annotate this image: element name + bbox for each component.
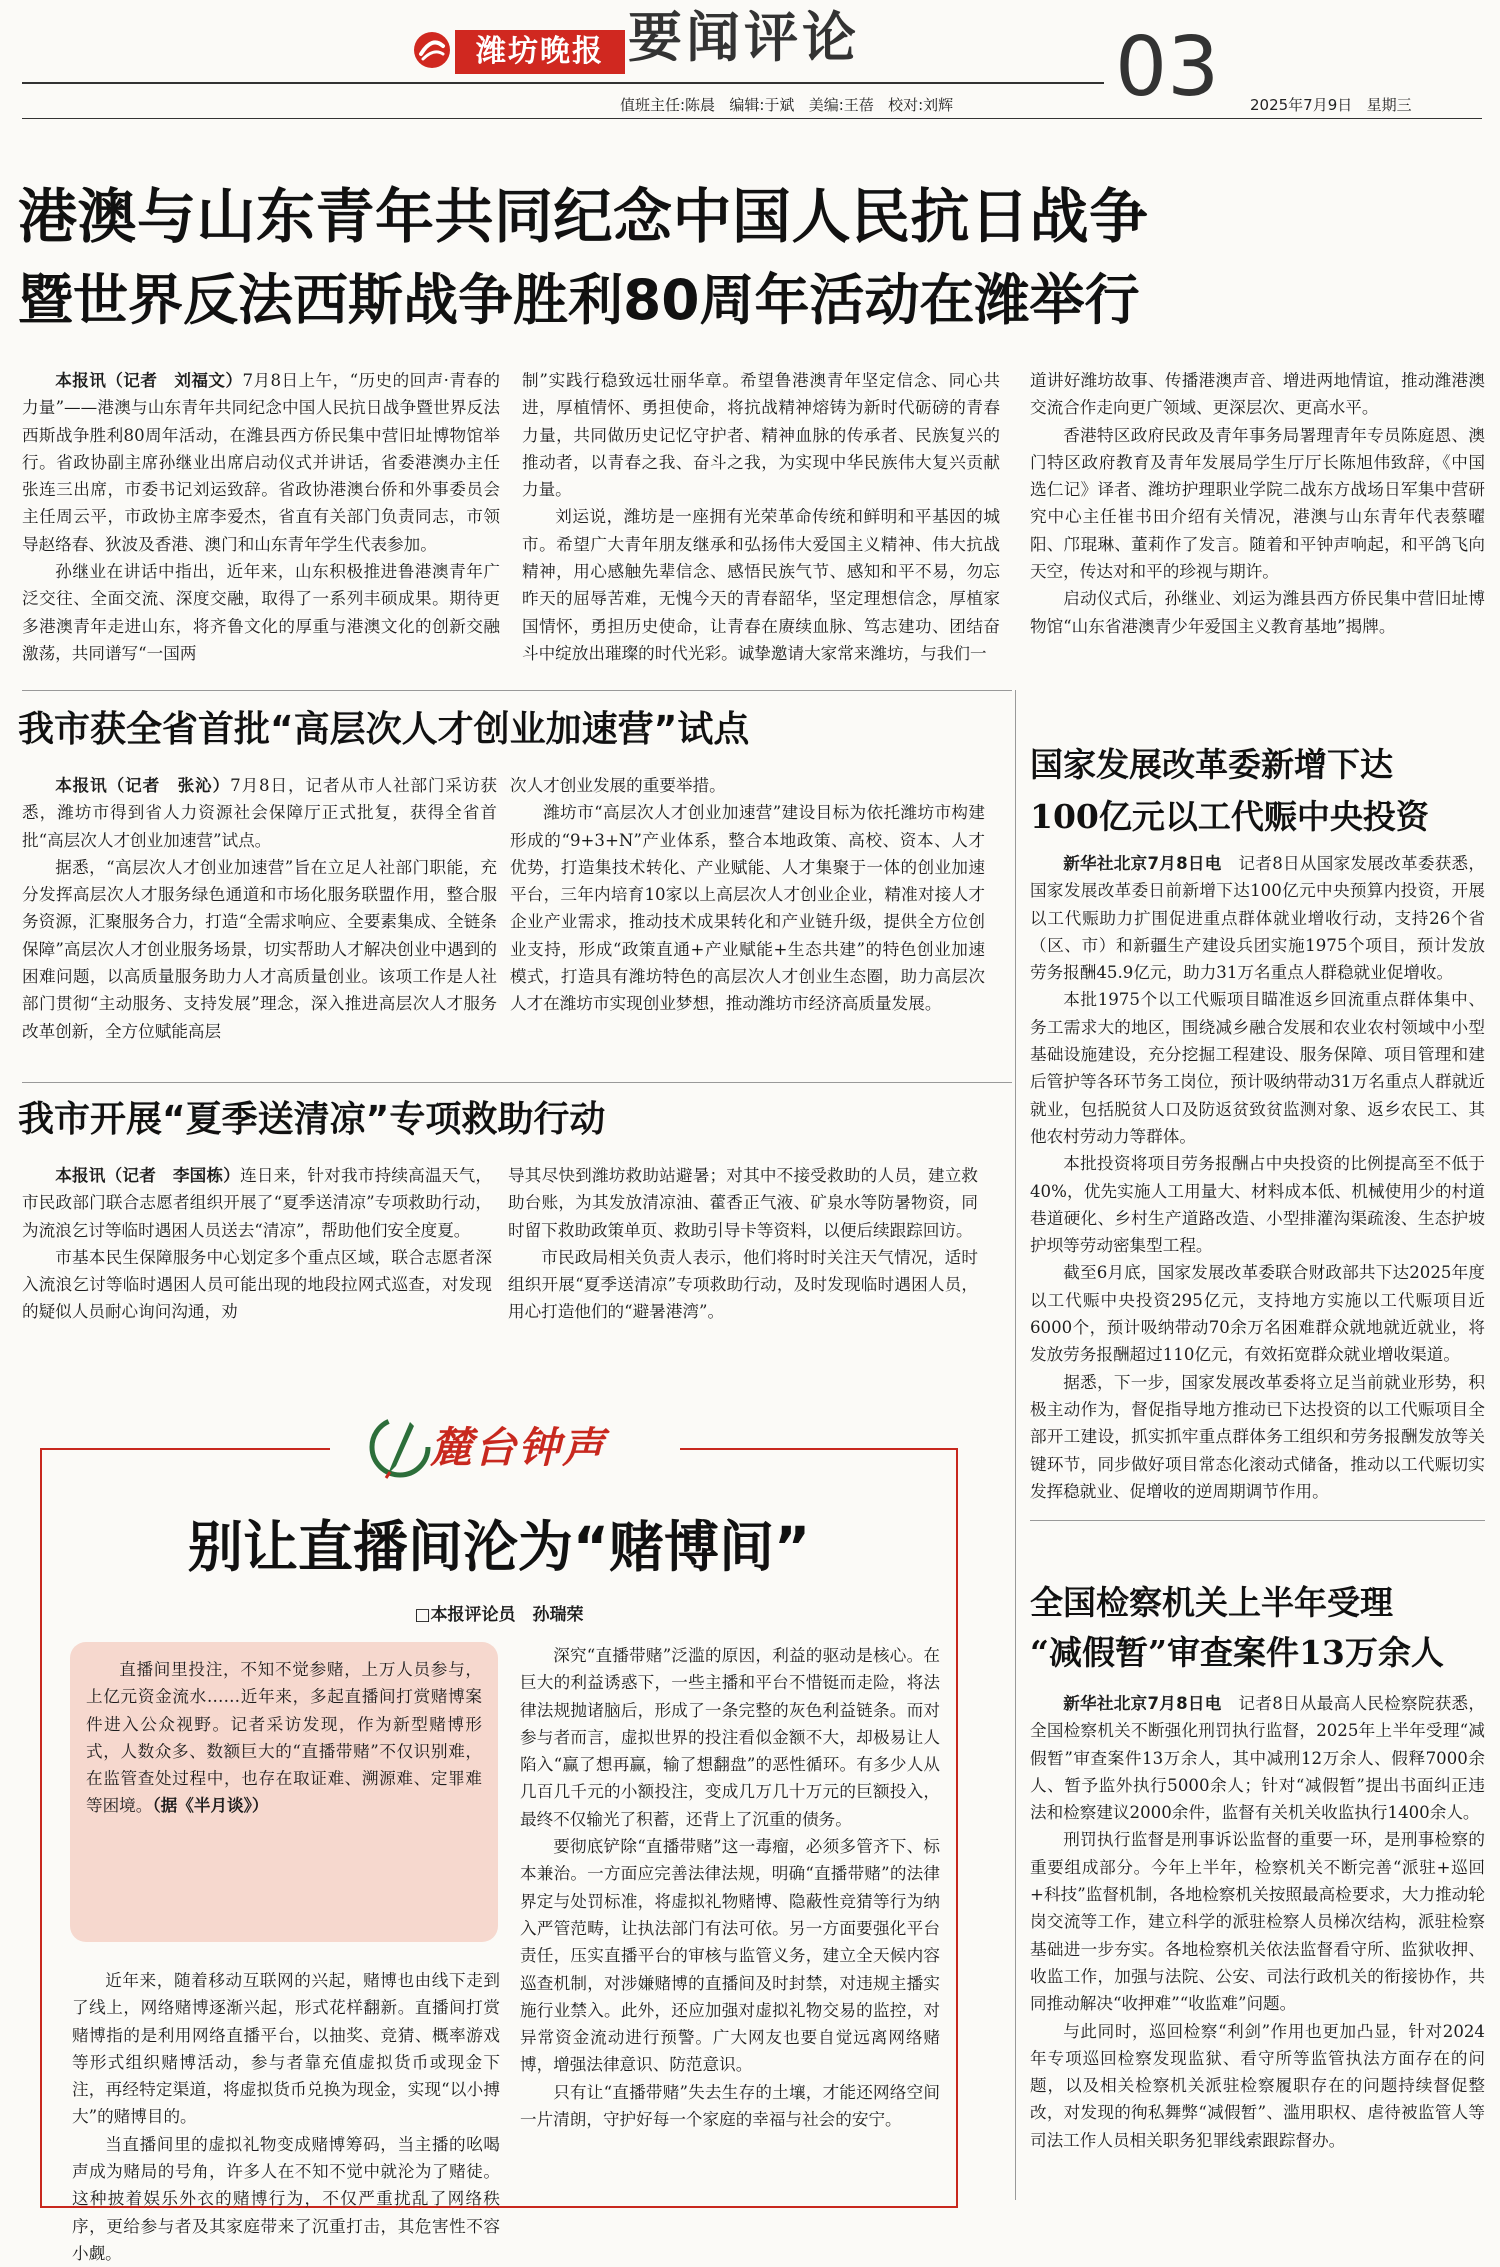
date: 2025年7月9日 [1250,96,1353,114]
page-number: 03 [1115,20,1220,115]
masthead-bottom-rule [22,118,1482,119]
masthead-rule [22,82,1104,84]
cool-dateline: 本报讯（记者 李国栋） [55,1166,241,1185]
talent-paragraph: 7月8日，记者从市人社部门采访获悉，潍坊市得到省人力资源社会保障厅正式批复，获得全省首批“高层次人才创业加速营”试点。 [22,776,497,850]
commentary-column-1 [72,1967,500,2263]
proc-headline-line1: 全国检察机关上半年受理 [1030,1583,1393,1622]
ndrc-paragraph: 本批1975个以工代赈项目瞄准返乡回流重点群体集中、务工需求大的地区，围绕减乡融合发展和农业农村领域中小型基础设施建设，充分挖掘工程建设、服务保障、项目管理和建后管护等各环节务工岗位，预计吸纳带动31万名重点人群就近就业，包括脱贫人口及防返贫致贫监测对象、返乡农民工、其他农村劳动力等群体。 [1030,990,1485,1146]
ndrc-paragraph: 记者8日从国家发展改革委获悉，国家发展改革委日前新增下达100亿元中央预算内投资，开展以工代赈助力扩围促进重点群体就业增收行动，支持26个省（区、市）和新疆生产建设兵团实施1975个项目，预计发放劳务报酬45.9亿元，助力31万名重点人群稳就业促增收。 [1030,854,1486,983]
quote-text: 直播间里投注，不知不觉参赌，上万人员参与，上亿元资金流水……近年来，多起直播间打赏赌博案件进入公众视野。记者采访发现，作为新型赌博形式，人数众多、数额巨大的“直播带赌”不仅识别难，在监管查处过程中，也存在取证难、溯源难、定罪难等困境。 [86,1660,482,1816]
pen-nib-icon [370,1414,430,1480]
ndrc-paragraph: 据悉，下一步，国家发展改革委将立足当前就业形势，积极主动作为，督促指导地方推动已下达投资的以工代赈项目全部开工建设，抓实抓牢重点群体务工组织和劳务报酬发放等关键环节，同步做好项目常态化滚动式储备，推动以工代赈切实发挥稳就业、促增收的逆周期调节作用。 [1030,1372,1485,1501]
commentary-paragraph: 当直播间里的虚拟礼物变成赌博筹码，当主播的吆喝声成为赌局的号角，许多人在不知不觉中就沦为了赌徒。这种披着娱乐外衣的赌博行为，不仅严重扰乱了网络秩序，更给参与者及其家庭带来了沉重打击，其危害性不容小觑。 [72,2134,500,2263]
lead-paragraph: 启动仪式后，孙继业、刘运为潍县西方侨民集中营旧址博物馆“山东省港澳青少年爱国主义教育基地”揭牌。 [1030,589,1485,636]
cool-column-1 [22,1162,492,1382]
commentary-column-2 [520,1642,940,2205]
section-title: 要闻评论 [628,5,860,69]
lead-paragraph: 7月8日上午，“历史的回声·青春的力量”——港澳与山东青年共同纪念中国人民抗日战争暨世界反法西斯战争胜利80周年活动，在潍县西方侨民集中营旧址博物馆举行。省政协副主席孙继业出席启动仪式并讲话，省委港澳办主任张连三出席，市委书记刘运致辞。省政协港澳台侨和外事委员会主任周云平，市政协主席李爱杰，省直有关部门负责同志，市领导赵络春、狄波及香港、澳门和山东青年学生代表参加。 [22,371,501,554]
commentary-paragraph: 深究“直播带赌”泛滥的原因，利益的驱动是核心。在巨大的利益诱惑下，一些主播和平台不惜铤而走险，将法律法规抛诸脑后，形成了一条完整的灰色利益链条。而对参与者而言，虚拟世界的投注看似金额不大，却极易让人陷入“赢了想再赢，输了想翻盘”的恶性循环。有多少人从几百几千元的小额投注，变成几万几十万元的巨额投入，最终不仅输光了积蓄，还背上了沉重的债务。 [520,1646,940,1829]
lead-column-1 [22,367,501,663]
lead-headline-line2: 暨世界反法西斯战争胜利80周年活动在潍举行 [18,268,1140,332]
lead-paragraph: 孙继业在讲话中指出，近年来，山东积极推进鲁港澳青年广泛交往、全面交流、深度交融，取得了一系列丰硕成果。期待更多港澳青年走进山东，将齐鲁文化的厚重与港澳文化的创新交融激荡，共同谱写“一国两 [22,562,500,663]
ndrc-body [1030,850,1485,1510]
proc-body [1030,1690,1485,2210]
commentary-brand [330,1408,680,1486]
logo-wordmark: 潍坊晚报 [455,30,625,74]
commentary-brand-text: 麓台钟声 [430,1423,607,1472]
proc-paragraph: 与此同时，巡回检察“利剑”作用也更加凸显，针对2024年专项巡回检察发现监狱、看守所等监管执法方面存在的问题，以及相关检察机关派驻检察履职存在的问题持续督促整改，对发现的徇私舞弊“减假暂”、滥用职权、虐待被监管人等司法工作人员相关职务犯罪线索跟踪督办。 [1030,2021,1485,2150]
lead-paragraph: 刘运说，潍坊是一座拥有光荣革命传统和鲜明和平基因的城市。希望广大青年朋友继承和弘扬伟大爱国主义精神、伟大抗战精神，用心感触先辈信念、感悟民族气节、感知和平不易，勿忘昨天的屈辱苦难，无愧今天的青春韶华，坚定理想信念，厚植家国情怀，勇担历史使命，让青春在赓续血脉、笃志建功、团结奋斗中绽放出璀璨的时代光彩。诚挚邀请大家常来潍坊，与我们一 [522,507,1000,663]
cool-paragraph: 市民政局相关负责人表示，他们将时时关注天气情况，适时组织开展“夏季送清凉”专项救助行动，及时发现临时遇困人员，用心打造他们的“避暑港湾”。 [508,1247,978,1322]
lead-paragraph: 制”实践行稳致远壮丽华章。希望鲁港澳青年坚定信念、同心共进，厚植情怀、勇担使命，将抗战精神熔铸为新时代砺磅的青春力量，共同做历史记忆守护者、精神血脉的传承者、民族复兴的推动者，以青春之我、奋斗之我，为实现中华民族伟大复兴贡献力量。 [522,371,1000,500]
lead-paragraph: 香港特区政府民政及青年事务局署理青年专员陈庭恩、澳门特区政府教育及青年发展局学生厅厅长陈旭伟致辞，《中国选仁记》译者、潍坊护理职业学院二战东方战场日军集中营研究中心主任崔书田介绍有关情况，港澳与山东青年代表蔡曜阳、邝琨琳、董莉作了发言。随着和平钟声响起，和平鸽飞向天空，传达对和平的珍视与期许。 [1030,425,1485,582]
cool-paragraph: 市基本民生保障服务中心划定多个重点区域，联合志愿者深入流浪乞讨等临时遇困人员可能出现的地段拉网式巡查，对发现的疑似人员耐心询问沟通，劝 [22,1247,492,1322]
talent-paragraph: 次人才创业发展的重要举措。 [510,776,726,795]
ndrc-paragraph: 本批投资将项目劳务报酬占中央投资的比例提高至不低于40%，优先实施人工用量大、材料成本低、机械使用少的村道巷道硬化、乡村生产道路改造、小型排灌沟渠疏浚、生态护坡护坝等劳动密集型工程。 [1030,1154,1485,1256]
commentary-headline: 别让直播间沦为“赌博间” [187,1515,811,1579]
quote-box [70,1642,498,1942]
talent-dateline: 本报讯（记者 张沁） [55,776,231,795]
proc-headline-line2: “减假暂”审查案件13万余人 [1030,1633,1444,1672]
masthead [0,0,1500,120]
talent-divider [22,1082,1012,1083]
commentary-paragraph: 只有让“直播带赌”失去生存的土壤，才能还网络空间一片清朗，守护好每一个家庭的幸福与社会的安宁。 [520,2082,940,2130]
ndrc-paragraph: 截至6月底，国家发展改革委联合财政部共下达2025年度以工代赈中央投资295亿元，支持地方实施以工代赈项目近6000个，预计吸纳带动70余万名困难群众就地就近就业，将发放劳务报酬超过110亿元，有效拓宽群众就业增收渠道。 [1030,1263,1485,1365]
commentary-paragraph: 要彻底铲除“直播带赌”这一毒瘤，必须多管齐下、标本兼治。一方面应完善法律法规，明确“直播带赌”的法律界定与处罚标准，将虚拟礼物赌博、隐蔽性竞猜等行为纳入严管范畴，让执法部门有法可依。另一方面要强化平台责任，压实直播平台的审核与监管义务，建立全天候内容巡查机制，对涉嫌赌博的直播间及时封禁，对违规主播实施行业禁入。此外，还应加强对虚拟礼物交易的监控，对异常资金流动进行预警。广大网友也要自觉远离网络赌博，增强法律意识、防范意识。 [520,1837,940,2075]
ndrc-headline-line1: 国家发展改革委新增下达 [1030,745,1393,784]
cool-paragraph: 导其尽快到潍坊救助站避暑；对其中不接受救助的人员，建立救助台账，为其发放清凉油、藿香正气液、矿泉水等防暑物资，同时留下救助政策单页、救助引导卡等资料，以便后续跟踪回访。 [508,1166,978,1240]
talent-column-1 [22,772,497,1072]
talent-paragraph: 据悉，“高层次人才创业加速营”旨在立足人社部门职能，充分发挥高层次人才服务绿色通道和市场化服务联盟作用，整合服务资源，汇聚服务合力，打造“全需求响应、全要素集成、全链条保障”高层次人才创业服务场景，切实帮助人才解决创业中遇到的困难问题，以高质量服务助力人才高质量创业。该项工作是人社部门贯彻“主动服务、支持发展”理念，深入推进高层次人才服务改革创新，全方位赋能高层 [22,857,497,1041]
cool-column-2 [508,1162,978,1382]
commentary-paragraph: 近年来，随着移动互联网的兴起，赌博也由线下走到了线上，网络赌博逐渐兴起，形式花样翻新。直播间打赏赌博指的是利用网络直播平台，以抽奖、竞猜、概率游戏等形式组织赌博活动，参与者靠充值虚拟货币或现金下注，再经特定渠道，将虚拟货币兑换为现金，实现“以小搏大”的赌博目的。 [72,1971,500,2127]
lead-dateline: 本报讯（记者 刘福文） [55,371,243,390]
weekday: 星期三 [1366,96,1412,114]
credits: 值班主任:陈晨 编辑:于斌 美编:王蓓 校对:刘辉 [620,96,954,114]
talent-column-2 [510,772,985,1072]
proc-paragraph: 记者8日从最高人民检察院获悉，全国检察机关不断强化刑罚执行监督，2025年上半年受理“减假暂”审查案件13万余人，其中减刑12万余人、假释7000余人、暂予监外执行5000余人；针对“减假暂”提出书面纠正违法和检察建议2000余件，监督有关机关收监执行1400余人。 [1030,1694,1486,1823]
right-column-rule [1015,690,1016,2200]
lead-column-2 [522,367,1000,663]
quote-source: （据《半月谈》） [152,1796,269,1816]
ndrc-headline-line2: 100亿元以工代赈中央投资 [1030,797,1429,836]
newspaper-logo-icon [412,30,452,70]
talent-paragraph: 潍坊市“高层次人才创业加速营”建设目标为依托潍坊市构建形成的“9+3+N”产业体系，整合本地政策、高校、资本、人才优势，打造集技术转化、产业赋能、人才集聚于一体的创业加速平台，三年内培育10家以上高层次人才创业企业，精准对接人才企业产业需求，推动技术成果转化和产业链升级，提供全方位创业支持，形成“政策直通+产业赋能+生态共建”的特色创业加速模式，打造具有潍坊特色的高层次人才创业生态圈，助力高层次人才在潍坊市实现创业梦想，推动潍坊市经济高质量发展。 [510,803,985,1014]
lead-divider [22,690,1012,691]
ndrc-dateline: 新华社北京7月8日电 [1063,854,1222,873]
cool-headline: 我市开展“夏季送清凉”专项救助行动 [18,1099,606,1140]
lead-paragraph: 道讲好潍坊故事、传播港澳声音、增进两地情谊，推动潍港澳交流合作走向更广领域、更深层次、更高水平。 [1030,371,1485,418]
commentary-byline: □本报评论员 孙瑞荣 [414,1605,584,1625]
lead-headline-line1: 港澳与山东青年共同纪念中国人民抗日战争 [18,182,1149,251]
date-line [1250,94,1412,115]
talent-headline: 我市获全省首批“高层次人才创业加速营”试点 [18,709,750,750]
cool-paragraph: 连日来，针对我市持续高温天气，市民政部门联合志愿者组织开展了“夏季送清凉”专项救助行动，为流浪乞讨等临时遇困人员送去“清凉”，帮助他们安全度夏。 [22,1166,493,1240]
ndrc-divider [1030,1520,1485,1521]
proc-dateline: 新华社北京7月8日电 [1063,1694,1222,1713]
proc-paragraph: 刑罚执行监督是刑事诉讼监督的重要一环，是刑事检察的重要组成部分。今年上半年，检察机关不断完善“派驻+巡回+科技”监督机制，各地检察机关按照最高检要求，大力推动轮岗交流等工作，建立科学的派驻检察人员梯次结构，派驻检察基础进一步夯实。各地检察机关依法监督看守所、监狱收押、收监工作，加强与法院、公安、司法行政机关的衔接协作，共同推动解决“收押难”“收监难”问题。 [1030,1830,1485,2014]
lead-column-3 [1030,367,1485,667]
